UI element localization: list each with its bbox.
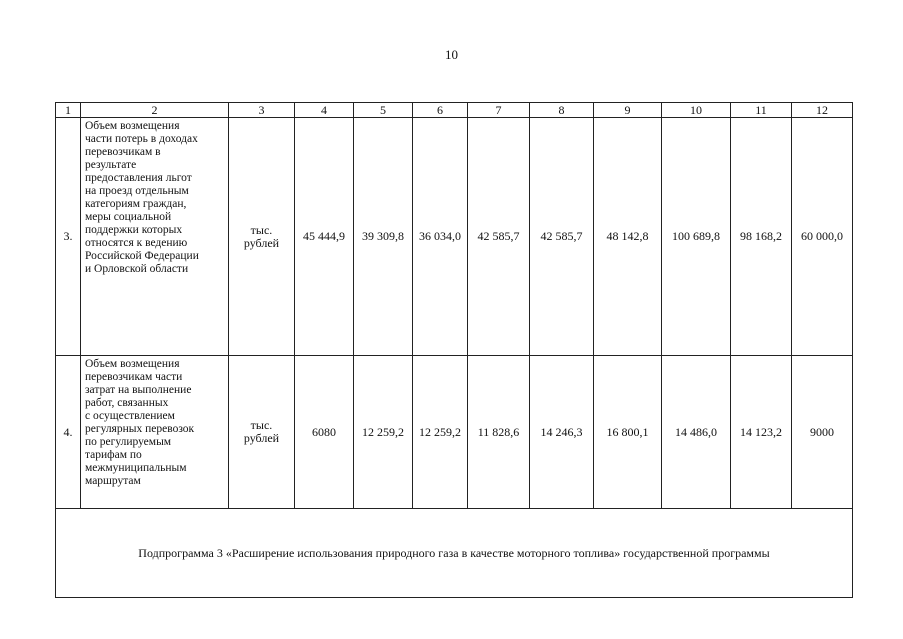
- row-unit: тыс. рублей: [229, 356, 295, 509]
- row-description: Объем возмещения перевозчикам части затрат на выполнение работ, связанных с осуществлением регулярных перевозок по регулируемым тарифам по межмуниципальным маршрутам: [81, 356, 229, 509]
- value-cell: 9000: [792, 356, 853, 509]
- header-cell: 10: [662, 103, 731, 118]
- value-cell: 100 689,8: [662, 118, 731, 356]
- header-cell: 3: [229, 103, 295, 118]
- subprogram-title: Подпрограмма 3 «Расширение использования природного газа в качестве моторного топлива» государственной программы: [56, 509, 853, 598]
- value-cell: 48 142,8: [594, 118, 662, 356]
- header-cell: 9: [594, 103, 662, 118]
- value-cell: 12 259,2: [413, 356, 468, 509]
- value-cell: 98 168,2: [731, 118, 792, 356]
- header-cell: 6: [413, 103, 468, 118]
- data-table: [55, 102, 853, 598]
- subprogram-row: [56, 509, 853, 598]
- header-cell: 8: [530, 103, 594, 118]
- table-row: [56, 118, 853, 356]
- value-cell: 14 246,3: [530, 356, 594, 509]
- header-row: [56, 103, 853, 118]
- value-cell: 11 828,6: [468, 356, 530, 509]
- row-number: 3.: [56, 118, 81, 356]
- row-number: 4.: [56, 356, 81, 509]
- header-cell: 12: [792, 103, 853, 118]
- row-unit: тыс. рублей: [229, 118, 295, 356]
- header-cell: 4: [295, 103, 354, 118]
- value-cell: 36 034,0: [413, 118, 468, 356]
- value-cell: 45 444,9: [295, 118, 354, 356]
- value-cell: 60 000,0: [792, 118, 853, 356]
- table-row: [56, 356, 853, 509]
- value-cell: 42 585,7: [468, 118, 530, 356]
- page-number: 10: [445, 47, 458, 62]
- value-cell: 6080: [295, 356, 354, 509]
- header-cell: 2: [81, 103, 229, 118]
- header-cell: 1: [56, 103, 81, 118]
- header-cell: 5: [354, 103, 413, 118]
- value-cell: 14 486,0: [662, 356, 731, 509]
- value-cell: 16 800,1: [594, 356, 662, 509]
- header-cell: 11: [731, 103, 792, 118]
- value-cell: 12 259,2: [354, 356, 413, 509]
- value-cell: 39 309,8: [354, 118, 413, 356]
- row-description: Объем возмещения части потерь в доходах перевозчикам в результате предоставления льгот на проезд отдельным категориям граждан, меры социальной поддержки которых относятся к ведению Российской Федерации и Орловской области: [81, 118, 229, 356]
- header-cell: 7: [468, 103, 530, 118]
- value-cell: 14 123,2: [731, 356, 792, 509]
- value-cell: 42 585,7: [530, 118, 594, 356]
